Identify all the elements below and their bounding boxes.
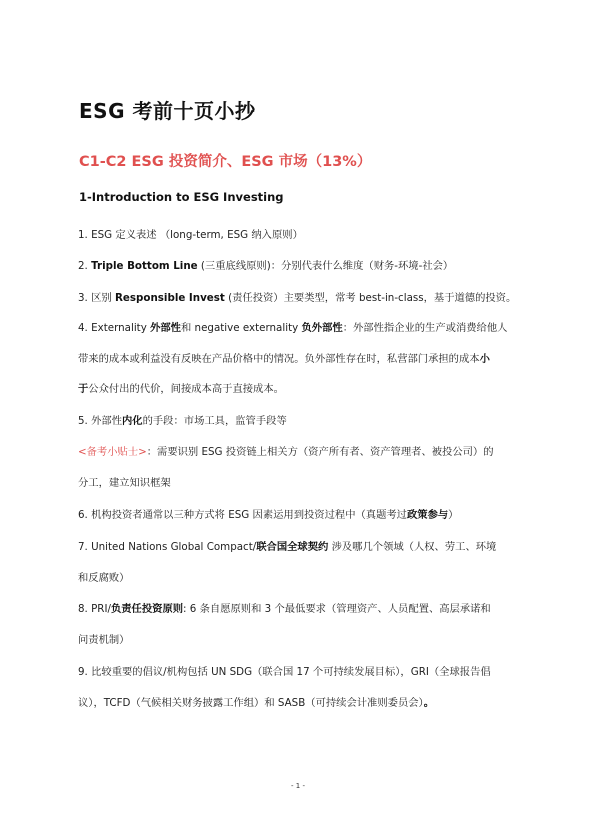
- bold-term: Responsible Invest: [114, 292, 225, 304]
- subsection-heading: 1-Introduction to ESG Investing: [79, 190, 284, 204]
- page-number: - 1 -: [291, 782, 305, 790]
- bold-term: 于: [78, 383, 89, 395]
- item-3: 3. 区别 Responsible Invest (责任投资）主要类型，常考 best-in-class，基于道德的投资。: [78, 292, 517, 304]
- section-heading: C1-C2 ESG 投资简介、ESG 市场（13%）: [79, 154, 372, 170]
- item-8: 8. PRI/负责任投资原则: 6 条自愿原则和 3 个最低要求（管理资产、人员配置、高层承诺和 问责机制）: [78, 603, 491, 646]
- bold-term: 负责任投资原则: [110, 603, 184, 615]
- bold-term: 负外部性: [301, 322, 343, 334]
- item-1: 1. ESG 定义表述 （long-term, ESG 纳入原则）: [78, 229, 303, 241]
- tip-label: <备考小贴士>: [78, 446, 147, 458]
- item-7: 7. United Nations Global Compact/联合国全球契约 涉及哪几个领域（人权、劳工、环境 和反腐败）: [78, 541, 497, 584]
- item-2: 2. Triple Bottom Line (三重底线原则)：分别代表什么维度（财务-环境-社会）: [78, 260, 454, 272]
- item-6: 6. 机构投资者通常以三种方式将 ESG 因素运用到投资过程中（真题考过政策参与）: [78, 509, 459, 521]
- bold-term: 政策参与: [406, 509, 449, 521]
- bold-term: Triple Bottom Line: [91, 260, 198, 272]
- bold-term: 联合国全球契约: [256, 541, 329, 553]
- item-9: 9. 比较重要的倡议/机构包括 UN SDG（联合国 17 个可持续发展目标），GRI（全球报告倡 议），TCFD（气候相关财务披露工作组）和 SASB（可持续会计准则委员会）。: [78, 666, 491, 709]
- bold-term: 内化: [122, 415, 143, 427]
- bold-term: 小: [479, 352, 490, 365]
- item-4: 4. Externality 外部性和 negative externality 负外部性：外部性指企业的生产或消费给他人 带来的成本或利益没有反映在产品价格中的情况。负外部性存在时，私营部门承担的成本小 于公众付出的代价，间接成本高于直接成本。: [78, 322, 508, 395]
- page-title: ESG 考前十页小抄: [79, 99, 256, 123]
- bold-term: 外部性: [150, 322, 181, 334]
- study-tip: <备考小贴士>：需要识别 ESG 投资链上相关方（资产所有者、资产管理者、被投公司）的 分工，建立知识框架: [78, 446, 494, 489]
- item-5: 5. 外部性内化的手段：市场工具，监管手段等: [78, 415, 287, 427]
